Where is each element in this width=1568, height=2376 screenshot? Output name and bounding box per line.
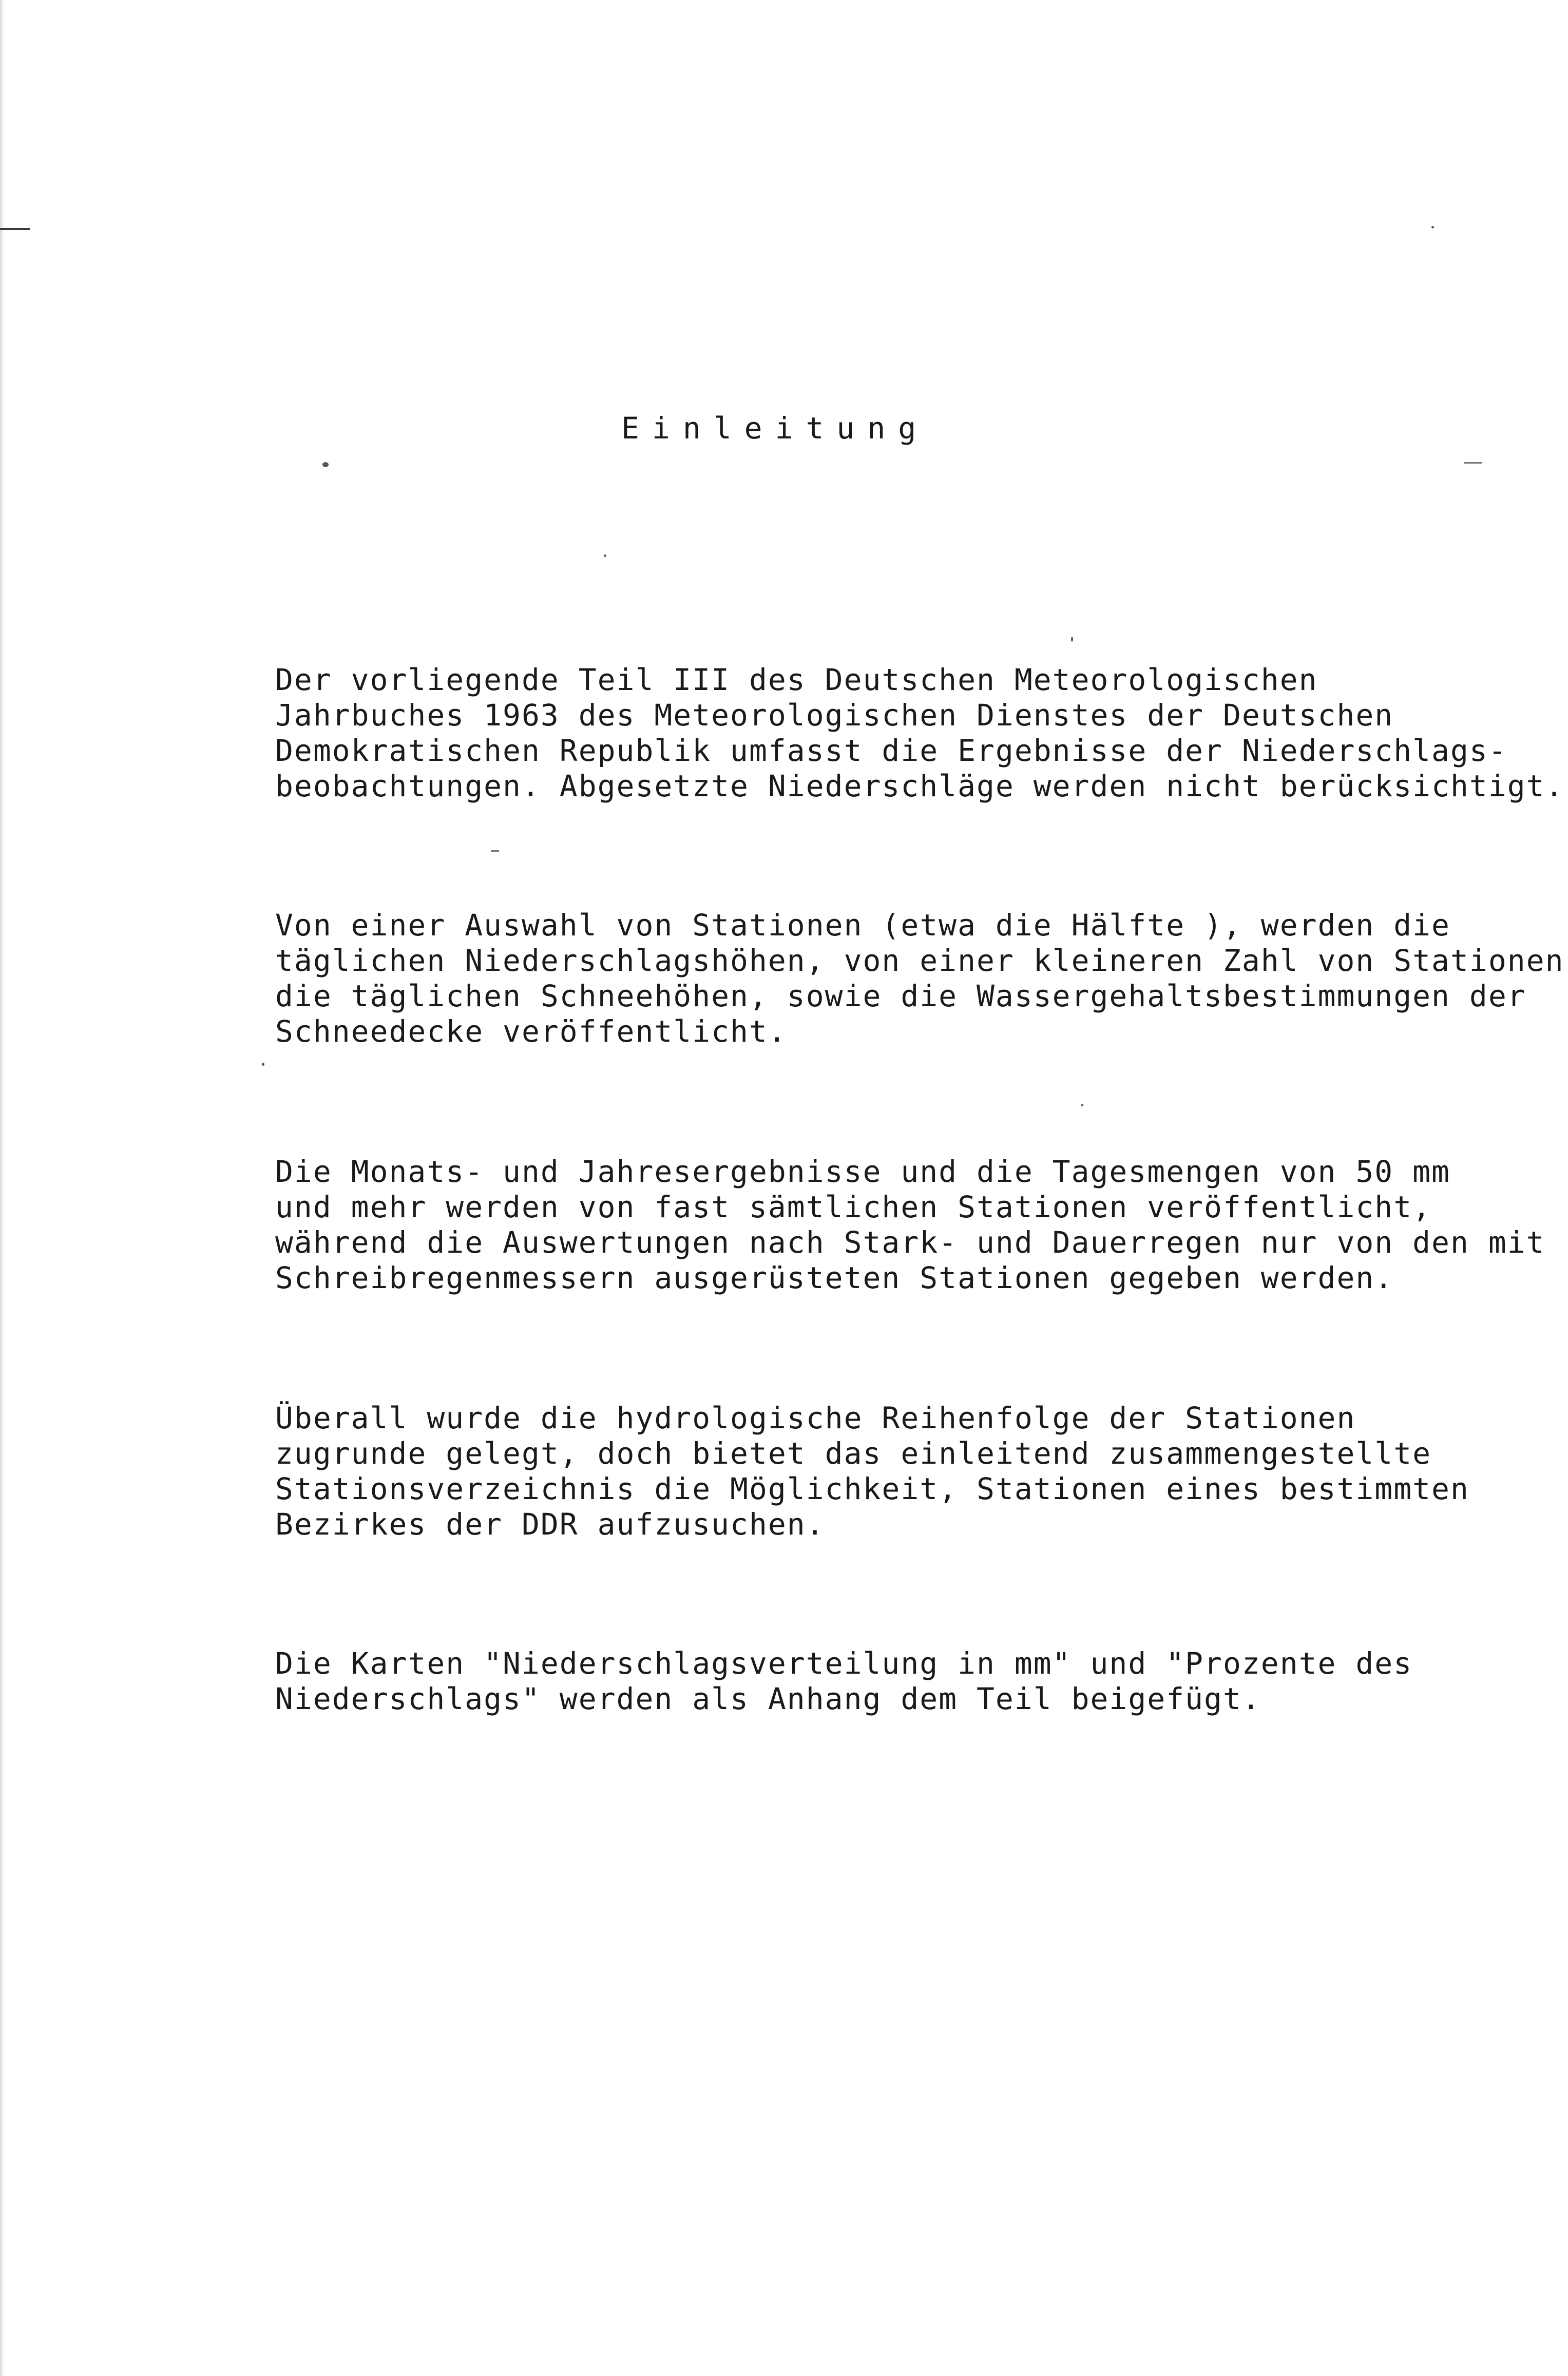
- scan-speck: [1431, 226, 1434, 228]
- paragraph-results: Die Monats- und Jahresergebnisse und die Tagesmengen von 50 mm und mehr werden von fast sämtlichen Stationen veröffentlicht, während die Auswertungen nach Stark- und Dauerregen nur von den mit Schreibregenmessern ausgerüsteten Stationen gegeben werden.: [275, 1154, 1545, 1295]
- page-title: Einleitung: [621, 411, 929, 446]
- scan-mark: [491, 850, 499, 852]
- scan-speck: [604, 554, 606, 557]
- scan-speck: [1071, 637, 1073, 642]
- scan-speck: [1081, 1104, 1083, 1106]
- paragraph-maps: Die Karten "Niederschlagsverteilung in mm" und "Prozente des Niederschlags" werden als Anhang dem Teil beigefügt.: [275, 1646, 1413, 1716]
- scan-speck: [322, 462, 329, 467]
- scan-edge: [0, 0, 4, 2376]
- paragraph-order: Überall wurde die hydrologische Reihenfolge der Stationen zugrunde gelegt, doch bietet das einleitend zusammengestellte Stationsverzeichnis die Möglichkeit, Stationen eines bestimmten Bezirkes der DDR aufzusuchen.: [275, 1401, 1469, 1542]
- paragraph-stations: Von einer Auswahl von Stationen (etwa die Hälfte ), werden die täglichen Niederschlagshöhen, von einer kleineren Zahl von Stationen die täglichen Schneehöhen, sowie die Wassergehaltsbestimmungen der Schneedecke veröffentlicht.: [275, 908, 1564, 1049]
- paragraph-intro: Der vorliegende Teil III des Deutschen Meteorologischen Jahrbuches 1963 des Meteorologischen Dienstes der Deutschen Demokratischen Republik umfasst die Ergebnisse der Niederschlags- beobachtungen. Abgesetzte Niederschläge werden nicht berücksichtigt.: [275, 662, 1564, 803]
- scan-speck: [262, 1063, 264, 1066]
- scan-mark: [1464, 462, 1482, 464]
- scan-edge-mark: [0, 228, 30, 230]
